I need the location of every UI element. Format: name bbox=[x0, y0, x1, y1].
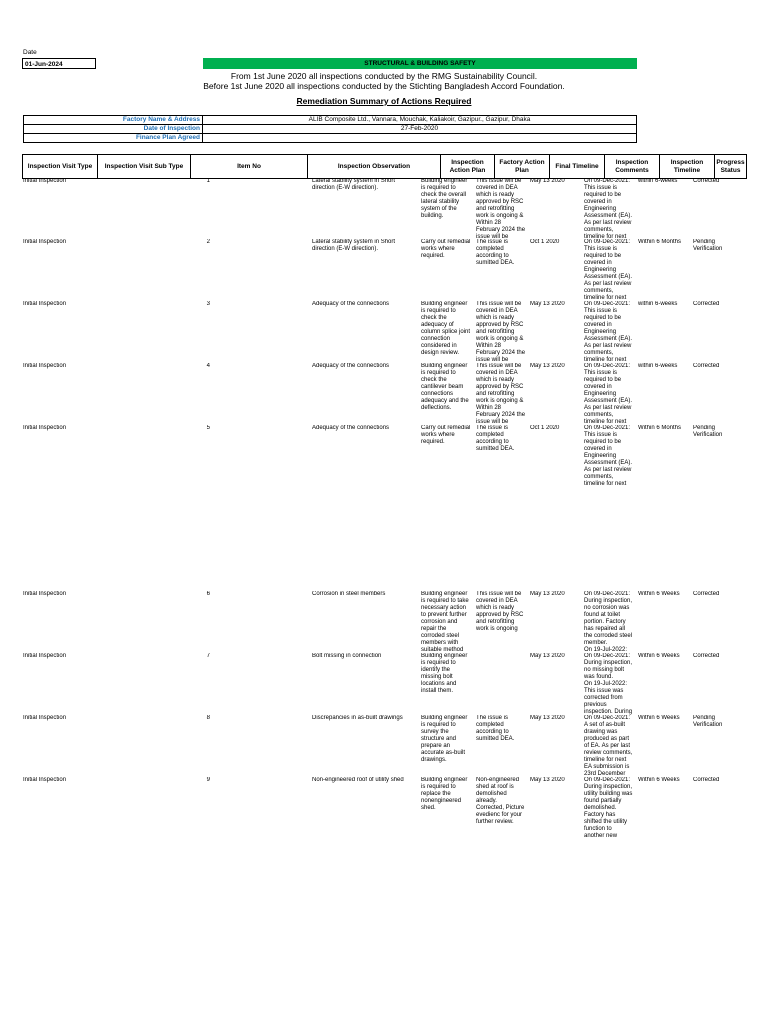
cell-final-timeline: May 13 2020 bbox=[530, 591, 565, 597]
cell-progress-status: Corrected bbox=[693, 363, 720, 369]
cell-inspection-timeline: within 6-weeks bbox=[638, 363, 678, 369]
cell-observation: Lateral stability system in Short direction (E-W direction). bbox=[312, 239, 396, 252]
summary-title: Remediation Summary of Actions Required bbox=[296, 96, 472, 106]
cell-final-timeline: May 13 2020 bbox=[530, 653, 565, 659]
cell-action-plan: Building engineer is required to take necessary action to prevent further corrosion and repair the corroded steel members with suitable method bbox=[421, 591, 469, 653]
cell-observation: Lateral stability system in Short direction (E-W direction). bbox=[312, 178, 396, 191]
cell-progress-status: Pending Verification bbox=[693, 715, 723, 728]
cell-visit-type: Initial Inspection bbox=[23, 425, 67, 431]
cell-final-timeline: May 13 2020 bbox=[530, 301, 565, 307]
cell-observation: Adequacy of the connections bbox=[312, 425, 390, 431]
cell-comments: On 09-Dec-2021: This issue is required to be covered in Engineering Assessment (EA). As per last review comments, timeline for next bbox=[584, 178, 633, 240]
col-final-timeline: Final Timeline bbox=[550, 155, 605, 178]
cell-observation: Bolt missing in connection bbox=[312, 653, 382, 659]
cell-final-timeline: May 13 2020 bbox=[530, 178, 565, 184]
cell-item-no: 8 bbox=[206, 715, 210, 721]
table-header bbox=[22, 154, 747, 179]
header-line-1: From 1st June 2020 all inspections conducted by the RMG Sustainability Council. bbox=[230, 71, 538, 81]
cell-comments: On 09-Dec-2021: This issue is required to be covered in Engineering Assessment (EA). As per last review comments, timeline for next bbox=[584, 301, 633, 363]
cell-inspection-timeline: Within 6 Weeks bbox=[638, 715, 680, 721]
cell-observation: Adequacy of the connections bbox=[312, 363, 390, 369]
cell-final-timeline: May 13 2020 bbox=[530, 363, 565, 369]
cell-comments: On 09-Dec-2021: This issue is required to be covered in Engineering Assessment (EA). As per last review comments, timeline for next bbox=[584, 363, 633, 425]
col-comments: Inspection Comments bbox=[605, 155, 660, 178]
col-visit-sub-type: Inspection Visit Sub Type bbox=[98, 155, 191, 178]
cell-comments: On 09-Dec-2021: This issue is required to be covered in Engineering Assessment (EA). As per last review comments, timeline for next bbox=[584, 239, 633, 301]
cell-action-plan: Building engineer is required to check the overall lateral stability system of the building. bbox=[421, 178, 468, 219]
factory-info-table bbox=[23, 115, 637, 143]
cell-inspection-timeline: Within 6 Weeks bbox=[638, 653, 680, 659]
cell-item-no: 7 bbox=[206, 653, 210, 659]
cell-final-timeline: May 13 2020 bbox=[530, 777, 565, 783]
cell-final-timeline: Oct 1 2020 bbox=[530, 239, 560, 245]
cell-observation: Corrosion in steel members bbox=[312, 591, 386, 597]
cell-factory-plan: The issue is completed according to sumitted DEA. bbox=[476, 239, 515, 266]
cell-visit-type: Initial Inspection bbox=[23, 591, 67, 597]
cell-factory-plan: The issue is completed according to sumitted DEA. bbox=[476, 715, 515, 742]
section-banner: STRUCTURAL & BUILDING SAFETY bbox=[203, 58, 637, 69]
cell-action-plan: Carry out remedial works where required. bbox=[421, 239, 471, 259]
cell-inspection-timeline: Within 6 Months bbox=[638, 425, 682, 431]
date-label: Date bbox=[23, 49, 37, 56]
finance-plan-label: Finance Plan Agreed bbox=[24, 134, 203, 143]
cell-observation: Discrepancies in as-built drawings bbox=[312, 715, 403, 721]
cell-item-no: 3 bbox=[206, 301, 210, 307]
col-visit-type: Inspection Visit Type bbox=[23, 155, 98, 178]
cell-visit-type: Initial Inspection bbox=[23, 715, 67, 721]
cell-visit-type: Initial Inspection bbox=[23, 239, 67, 245]
cell-item-no: 9 bbox=[206, 777, 210, 783]
factory-name-value: ALIB Composite Ltd., Vannara, Mouchak, Kaliakoir, Gazipur., Gazipur, Dhaka bbox=[203, 116, 637, 125]
cell-comments: On 09-Dec-2021: During inspection, no corrosion was found at toilet portion. Factory has repaired all the corroded steel member. On 19-Jul-2022: bbox=[584, 591, 633, 653]
cell-final-timeline: May 13 2020 bbox=[530, 715, 565, 721]
cell-visit-type: Initial Inspection bbox=[23, 363, 67, 369]
cell-progress-status: Corrected bbox=[693, 301, 720, 307]
cell-inspection-timeline: Within 6 Weeks bbox=[638, 591, 680, 597]
cell-factory-plan: This issue will be covered in DEA which is ready approved by RSC and retrofitting work is ongoing & Within 28 February 2024 the issue will be bbox=[476, 363, 526, 425]
cell-factory-plan: The issue is completed according to sumitted DEA. bbox=[476, 425, 515, 452]
inspection-date-label: Date of Inspection bbox=[24, 125, 203, 134]
cell-item-no: 1 bbox=[206, 178, 210, 184]
cell-factory-plan: This issue will be covered in DEA which is ready approved by RSC and retrofitting work is ongoing bbox=[476, 591, 524, 632]
cell-final-timeline: Oct 1 2020 bbox=[530, 425, 560, 431]
cell-comments: On 09-Dec-2021: A set of as-built drawing was produced as part of EA. As per last review comments, timeline for next EA submission is 23rd December bbox=[584, 715, 633, 777]
cell-item-no: 5 bbox=[206, 425, 210, 431]
factory-name-label: Factory Name & Address bbox=[24, 116, 203, 125]
cell-visit-type: Initial Inspection bbox=[23, 777, 67, 783]
cell-factory-plan: This issue will be covered in DEA which is ready approved by RSC and retrofitting work is ongoing & Within 28 February 2024 the issue will be bbox=[476, 178, 526, 240]
cell-inspection-timeline: within 6-weeks bbox=[638, 178, 678, 184]
cell-action-plan: Building engineer is required to identify the missing bolt locations and install them. bbox=[421, 653, 468, 694]
col-action-plan: Inspection Action Plan bbox=[441, 155, 495, 178]
cell-visit-type: Initial Inspection bbox=[23, 301, 67, 307]
cell-comments: On 09-Dec-2021: During inspection, no missing bolt was found. On 19-Jul-2022: This issue was corrected from previous inspection. During bbox=[584, 653, 633, 715]
cell-visit-type: Initial Inspection bbox=[23, 653, 67, 659]
cell-progress-status: Corrected bbox=[693, 777, 720, 783]
cell-progress-status: Corrected bbox=[693, 591, 720, 597]
col-progress-status: Progress Status bbox=[716, 158, 745, 174]
cell-action-plan: Building engineer is required to check the cantilever beam connections adequacy and the deflections. bbox=[421, 363, 469, 411]
cell-action-plan: Building engineer is required to survey the structure and prepare an accurate as-built drawings. bbox=[421, 715, 468, 763]
cell-inspection-timeline: Within 6 Weeks bbox=[638, 777, 680, 783]
cell-observation: Adequacy of the connections bbox=[312, 301, 390, 307]
cell-action-plan: Building engineer is required to check the adequacy of column splice joint connection considered in design review. bbox=[421, 301, 471, 356]
cell-observation: Non-engineered roof of utility shed bbox=[312, 777, 404, 783]
col-observation: Inspection Observation bbox=[308, 155, 441, 178]
inspection-date-value: 27-Feb-2020 bbox=[203, 125, 637, 134]
cell-item-no: 4 bbox=[206, 363, 210, 369]
cell-comments: On 09-Dec-2021: This issue is required to be covered in Engineering Assessment (EA). As per last review comments, timeline for next bbox=[584, 425, 633, 487]
cell-inspection-timeline: Within 6 Months bbox=[638, 239, 682, 245]
col-factory-plan: Factory Action Plan bbox=[495, 155, 550, 178]
cell-inspection-timeline: within 6-weeks bbox=[638, 301, 678, 307]
cell-factory-plan: Non-engineered shed at roof is demolished already. Corrected, Picture evedienc for your further review. bbox=[476, 777, 525, 825]
cell-action-plan: Carry out remedial works where required. bbox=[421, 425, 471, 445]
cell-item-no: 6 bbox=[206, 591, 210, 597]
finance-plan-value bbox=[203, 134, 637, 143]
cell-progress-status: Corrected bbox=[693, 653, 720, 659]
col-inspection-timeline: Inspection Timeline bbox=[660, 155, 715, 178]
date-value: 01-Jun-2024 bbox=[22, 58, 96, 69]
cell-progress-status: Pending Verification bbox=[693, 425, 723, 438]
cell-action-plan: Building engineer is required to replace the nonengineered shed. bbox=[421, 777, 468, 811]
cell-factory-plan: This issue will be covered in DEA which is ready approved by RSC and retrofitting work is ongoing & Within 28 February 2024 the issue will be bbox=[476, 301, 526, 363]
cell-progress-status: Corrected bbox=[693, 178, 720, 184]
cell-item-no: 2 bbox=[206, 239, 210, 245]
col-item-no: Item No bbox=[191, 155, 308, 178]
header-line-2: Before 1st June 2020 all inspections conducted by the Stichting Bangladesh Accord Foundation. bbox=[203, 81, 565, 91]
cell-visit-type: Initial Inspection bbox=[23, 178, 67, 184]
cell-progress-status: Pending Verification bbox=[693, 239, 723, 252]
cell-comments: On 09-Dec-2021: During inspection, utility building was found partially demolished. Factory has shifted the utility function to another new bbox=[584, 777, 633, 839]
